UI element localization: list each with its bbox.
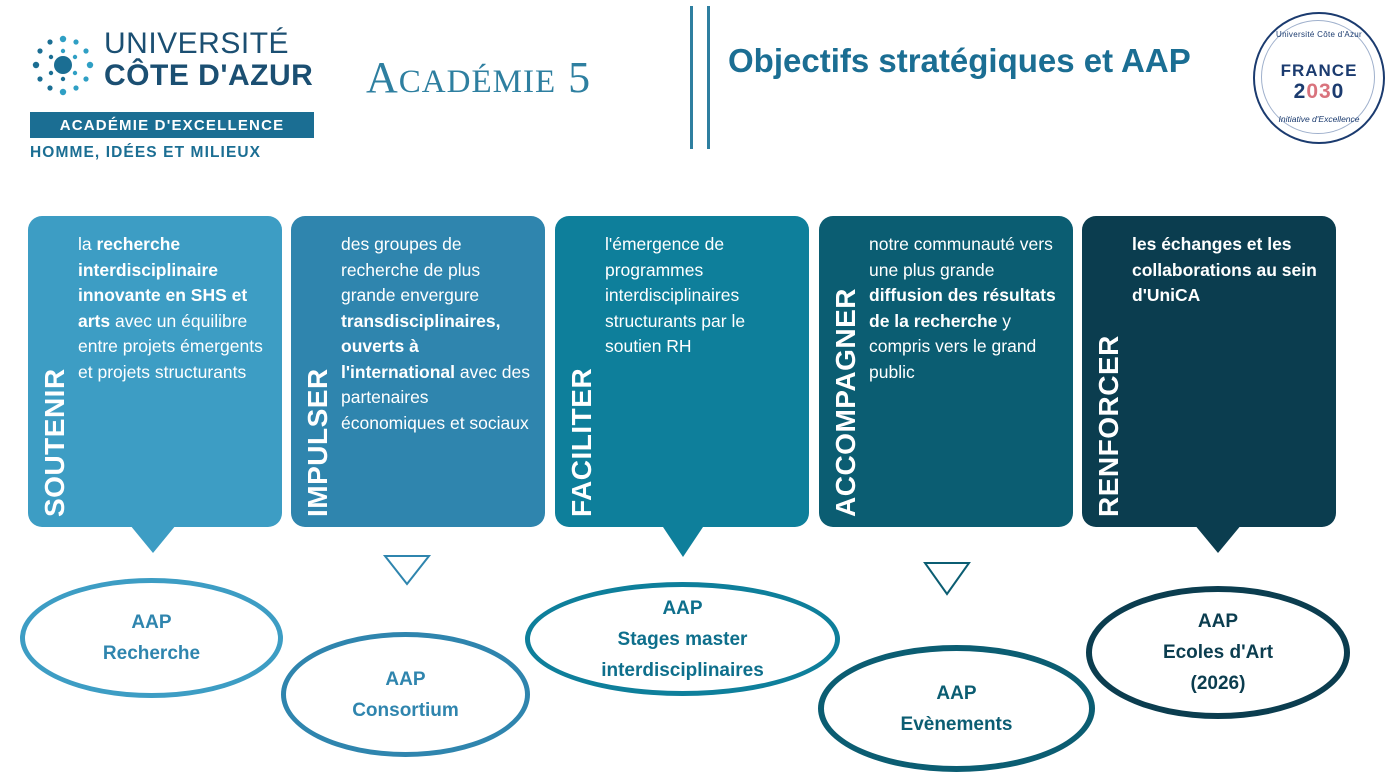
aap-line3: (2026) [1190,673,1246,694]
university-name-line1: UNIVERSITÉ [104,27,290,60]
arrow-down-icon-4 [925,563,969,594]
objective-card-accompagner [819,216,1073,527]
objective-card-impulser [291,216,545,527]
academy-subtitle: HOMME, IDÉES ET MILIEUX [30,144,262,161]
objective-verb: SOUTENIR [39,368,70,517]
objective-text: les échanges et les collaborations au sein d'UniCA [1132,234,1317,305]
seal-bottom-text: Initiative d'Excellence [1278,114,1360,124]
objective-verb: ACCOMPAGNER [830,288,861,517]
aap-oval-ecoles-dart[interactable] [1086,586,1350,719]
aap-oval-evenements[interactable] [818,645,1095,772]
seal-year-text [1255,80,1383,104]
aap-oval-consortium[interactable] [281,632,530,757]
seal-year-left: 2 [1293,80,1307,103]
university-logo [24,26,314,166]
seal-year-middle: 03 [1306,80,1332,103]
aap-oval-label [352,664,459,726]
uca-dots-icon [30,32,96,98]
objective-card-renforcer [1082,216,1336,527]
objective-text: l'émergence de programmes interdisciplinaires structurants par le soutien RH [605,234,746,356]
arrow-down-icon-2 [385,556,429,584]
slide-header [0,0,1391,200]
objective-card-soutenir [28,216,282,527]
academy-label-rest: CADÉMIE [398,64,557,100]
seal-france-text: FRANCE [1280,61,1358,80]
academy-number: 5 [568,53,592,102]
title-divider-bars [690,6,712,149]
aap-oval-label [901,678,1013,740]
france-2030-seal [1253,12,1385,144]
university-name [104,28,320,92]
objective-card-faciliter [555,216,809,527]
academy-label-first: A [366,53,399,102]
academy-label [366,52,591,103]
aap-line2: Ecoles d'Art [1162,642,1274,663]
seal-year-right: 0 [1331,80,1345,103]
aap-line1: AAP [385,668,426,690]
aap-line1: AAP [131,612,172,633]
aap-oval-label [103,607,200,669]
objective-text: des groupes de recherche de plus grande envergure transdisciplinaires, ouverts à l'international avec des partenaires économiques et sociaux [341,234,530,433]
aap-oval-label [1163,606,1273,699]
aap-oval-recherche[interactable] [20,578,283,698]
aap-line1: AAP [662,597,703,619]
seal-top-text: Université Côte d'Azur [1276,30,1362,39]
objective-verb: FACILITER [566,367,597,517]
university-name-line2: CÔTE D'AZUR [104,59,314,92]
aap-line2: Stages master [617,628,748,650]
aap-line1: AAP [936,682,977,704]
academy-excellence-band: ACADÉMIE D'EXCELLENCE [30,112,314,138]
aap-line2: Recherche [102,643,201,664]
page-title: Objectifs stratégiques et AAP [728,42,1191,79]
objective-verb: IMPULSER [302,368,333,517]
strategic-objectives-row [0,216,1391,536]
objective-verb: RENFORCER [1093,335,1124,517]
objective-text: la recherche interdisciplinaire innovante en SHS et arts avec un équilibre entre projets émergents et projets structurants [78,234,263,382]
aap-oval-stages-master[interactable] [525,582,840,696]
aap-line3: interdisciplinaires [601,659,764,681]
aap-line1: AAP [1197,611,1239,632]
aap-line2: Evènements [900,713,1013,735]
objective-text: notre communauté vers une plus grande diffusion des résultats de la recherche y compris vers le grand public [869,234,1056,382]
aap-oval-label [601,593,764,686]
aap-line2: Consortium [352,699,459,721]
